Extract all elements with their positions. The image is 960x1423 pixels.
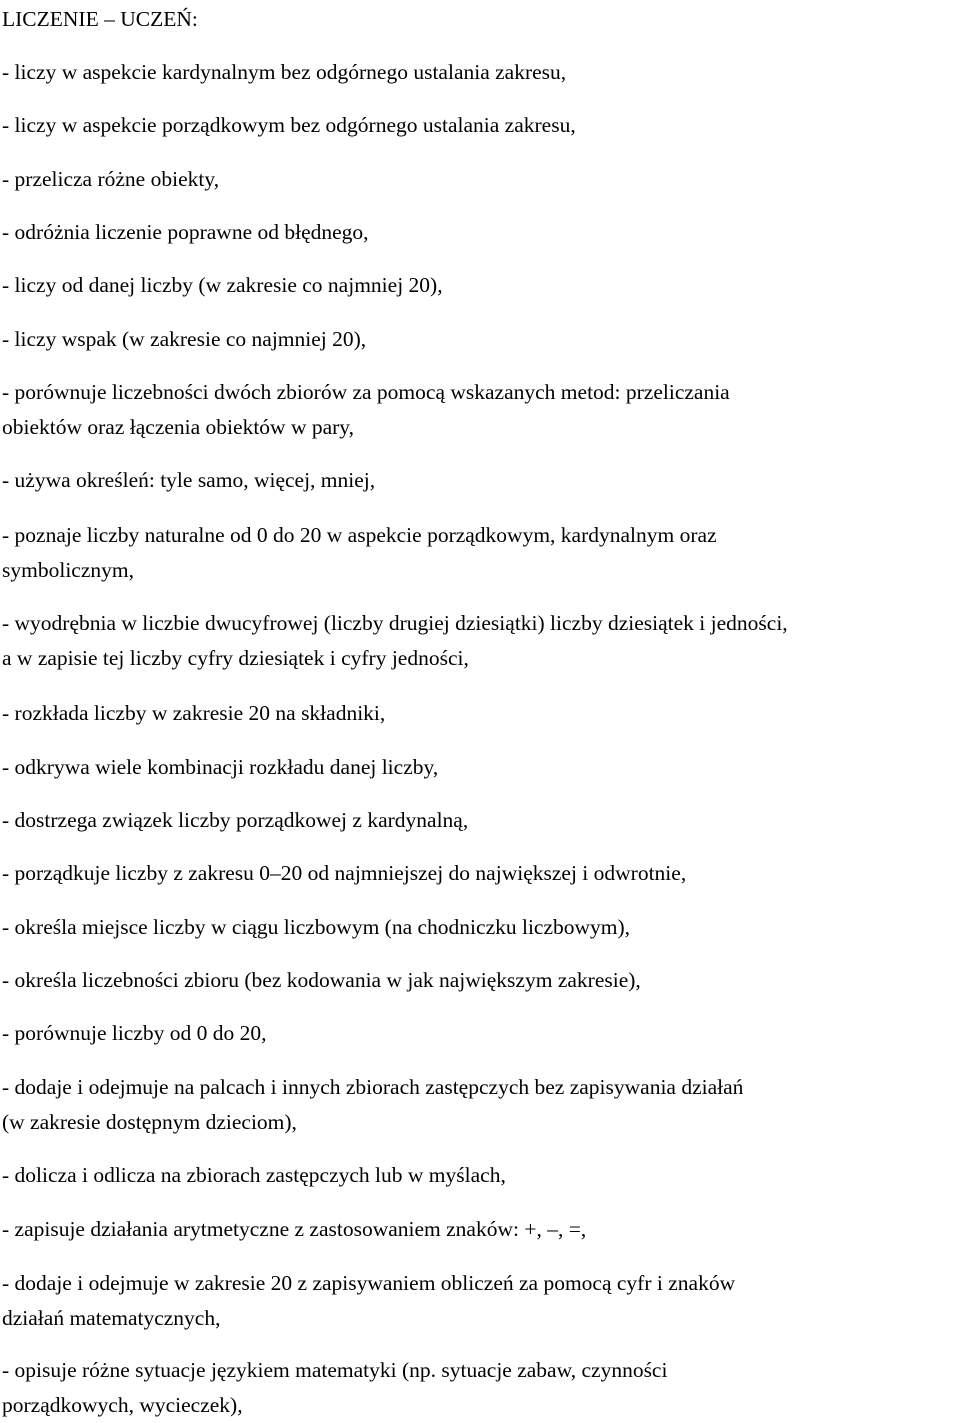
list-item-line: - poznaje liczby naturalne od 0 do 20 w aspekcie porządkowym, kardynalnym oraz (2, 523, 717, 547)
list-item (2, 1158, 960, 1193)
list-item-line: - określa miejsce liczby w ciągu liczbowym (na chodniczku liczbowym), (2, 915, 631, 939)
list-item-line: - porównuje liczebności dwóch zbiorów za pomocą wskazanych metod: przeliczania (2, 380, 730, 404)
page-heading: LICZENIE – UCZEŃ: (2, 7, 198, 31)
list-item-line: symbolicznym, (2, 558, 134, 582)
list-item-line: - liczy wspak (w zakresie co najmniej 20), (2, 327, 367, 351)
list-item-line: - liczy w aspekcie kardynalnym bez odgórnego ustalania zakresu, (2, 60, 567, 84)
list-item-line: porządkowych, wycieczek), (2, 1393, 243, 1417)
list-item-line: - zapisuje działania arytmetyczne z zastosowaniem znaków: +, –, =, (2, 1217, 587, 1241)
list-item-line: - używa określeń: tyle samo, więcej, mniej, (2, 468, 376, 492)
list-item-line: obiektów oraz łączenia obiektów w pary, (2, 415, 355, 439)
list-item (2, 268, 960, 303)
list-item (2, 108, 960, 143)
list-item (2, 963, 960, 998)
list-item-line: - rozkłada liczby w zakresie 20 na składniki, (2, 701, 386, 725)
list-item (2, 1212, 960, 1247)
list-item-line: - dostrzega związek liczby porządkowej z kardynalną, (2, 808, 469, 832)
list-item (2, 1353, 960, 1423)
list-item-line: - porządkuje liczby z zakresu 0–20 od najmniejszej do największej i odwrotnie, (2, 861, 687, 885)
list-item (2, 856, 960, 891)
list-item (2, 803, 960, 838)
list-item-line: - odróżnia liczenie poprawne od błędnego, (2, 220, 369, 244)
list-item (2, 910, 960, 945)
list-item-line: - porównuje liczby od 0 do 20, (2, 1021, 267, 1045)
list-item-line: (w zakresie dostępnym dzieciom), (2, 1110, 297, 1134)
list-item (2, 375, 960, 445)
list-item-line: - określa liczebności zbioru (bez kodowania w jak największym zakresie), (2, 968, 641, 992)
list-item-line: - dolicza i odlicza na zbiorach zastępczych lub w myślach, (2, 1163, 506, 1187)
list-item-line: - opisuje różne sytuacje językiem matematyki (np. sytuacje zabaw, czynności (2, 1358, 668, 1382)
list-item (2, 696, 960, 731)
list-item-line: - liczy od danej liczby (w zakresie co najmniej 20), (2, 273, 443, 297)
list-item-line: - dodaje i odejmuje w zakresie 20 z zapisywaniem obliczeń za pomocą cyfr i znaków (2, 1271, 736, 1295)
list-item (2, 322, 960, 357)
list-item (2, 463, 960, 498)
list-item-line: - odkrywa wiele kombinacji rozkładu danej liczby, (2, 755, 439, 779)
list-item (2, 1016, 960, 1051)
list-item (2, 215, 960, 250)
list-item (2, 518, 960, 588)
list-item (2, 606, 960, 676)
list-item-line: działań matematycznych, (2, 1306, 221, 1330)
list-item (2, 750, 960, 785)
list-item (2, 1070, 960, 1140)
list-item (2, 162, 960, 197)
list-item-line: a w zapisie tej liczby cyfry dziesiątek i cyfry jedności, (2, 646, 469, 670)
list-item-line: - dodaje i odejmuje na palcach i innych zbiorach zastępczych bez zapisywania działań (2, 1075, 744, 1099)
list-item (2, 55, 960, 90)
list-item-line: - wyodrębnia w liczbie dwucyfrowej (liczby drugiej dziesiątki) liczby dziesiątek i jedności, (2, 611, 788, 635)
list-item-line: - przelicza różne obiekty, (2, 167, 220, 191)
list-item (2, 1266, 960, 1336)
list-item-line: - liczy w aspekcie porządkowym bez odgórnego ustalania zakresu, (2, 113, 576, 137)
